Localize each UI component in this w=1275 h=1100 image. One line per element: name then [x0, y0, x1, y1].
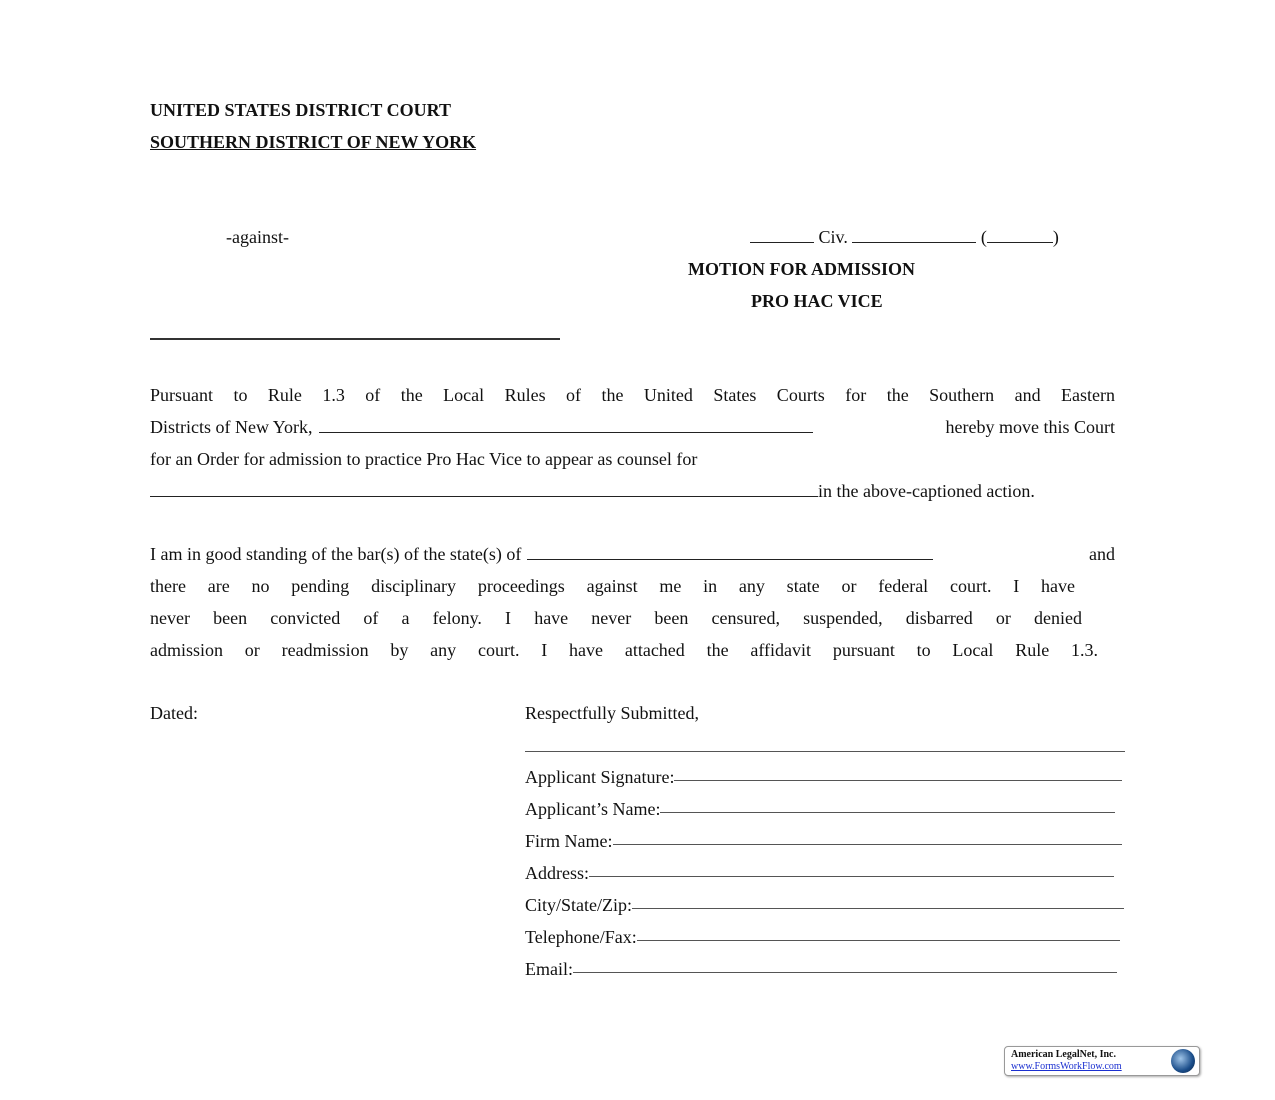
field-blank[interactable] [613, 830, 1123, 845]
district-name: SOUTHERN DISTRICT OF NEW YORK [150, 132, 477, 152]
field-label: City/State/Zip: [525, 895, 632, 915]
field-label: Email: [525, 959, 573, 979]
civ-number-line [750, 226, 1059, 248]
logo-url-link[interactable]: www.FormsWorkFlow.com [1011, 1061, 1122, 1072]
field-blank[interactable] [589, 862, 1114, 877]
para2-line4: admission or readmission by any court. I have attached the affidavit pursuant to Local Rule 1.3. [150, 640, 1098, 660]
field-city-state-zip [525, 894, 1124, 916]
para1-text: in the above-captioned action. [818, 481, 1035, 501]
para1-line4 [150, 480, 1035, 502]
court-name: UNITED STATES DISTRICT COURT [150, 100, 451, 120]
against-label: -against- [226, 227, 289, 247]
signature-line[interactable] [525, 751, 1125, 752]
para2-text: and [1089, 544, 1115, 564]
para1-text: hereby move this Court [945, 417, 1115, 437]
motion-subtitle: PRO HAC VICE [751, 291, 883, 311]
field-applicant-signature [525, 766, 1122, 788]
judge-initials-blank[interactable] [987, 226, 1053, 243]
field-label: Applicant Signature: [525, 767, 675, 787]
para2-text: I am in good standing of the bar(s) of the state(s) of [150, 544, 522, 564]
para1-line2 [150, 416, 1115, 438]
field-email [525, 958, 1117, 980]
field-blank[interactable] [632, 894, 1124, 909]
field-blank[interactable] [637, 926, 1120, 941]
field-blank[interactable] [573, 958, 1117, 973]
field-applicant-name [525, 798, 1115, 820]
paren-close: ) [1052, 227, 1059, 247]
client-name-blank[interactable] [150, 480, 818, 497]
dated-label: Dated: [150, 703, 198, 723]
field-label: Address: [525, 863, 589, 883]
para2-line1 [150, 543, 1115, 565]
field-blank[interactable] [660, 798, 1115, 813]
submitted-label: Respectfully Submitted, [525, 703, 699, 723]
attorney-name-blank[interactable] [319, 416, 813, 433]
para2-line3: never been convicted of a felony. I have never been censured, suspended, disbarred or denied [150, 608, 1082, 628]
field-label: Telephone/Fax: [525, 927, 637, 947]
field-telephone-fax [525, 926, 1120, 948]
motion-title: MOTION FOR ADMISSION [688, 259, 916, 279]
field-address [525, 862, 1114, 884]
case-number-blank[interactable] [852, 226, 976, 243]
civ-label: Civ. [818, 227, 848, 247]
field-label: Firm Name: [525, 831, 613, 851]
logo-company: American LegalNet, Inc. [1011, 1049, 1116, 1060]
field-firm-name [525, 830, 1122, 852]
defendant-line[interactable] [150, 338, 560, 340]
paren-open: ( [980, 227, 987, 247]
field-blank[interactable] [674, 766, 1122, 781]
para1-line1: Pursuant to Rule 1.3 of the Local Rules of the United States Courts for the Southern and Eastern [150, 385, 1115, 405]
year-blank[interactable] [750, 226, 814, 243]
field-label: Applicant’s Name: [525, 799, 661, 819]
states-blank[interactable] [527, 543, 933, 560]
para1-text: Districts of New York, [150, 417, 313, 437]
para2-line2: there are no pending disciplinary proceedings against me in any state or federal court. I have [150, 576, 1075, 596]
american-legalnet-logo[interactable] [1004, 1046, 1200, 1076]
para1-line3: for an Order for admission to practice Pro Hac Vice to appear as counsel for [150, 449, 698, 469]
globe-icon [1171, 1049, 1195, 1073]
